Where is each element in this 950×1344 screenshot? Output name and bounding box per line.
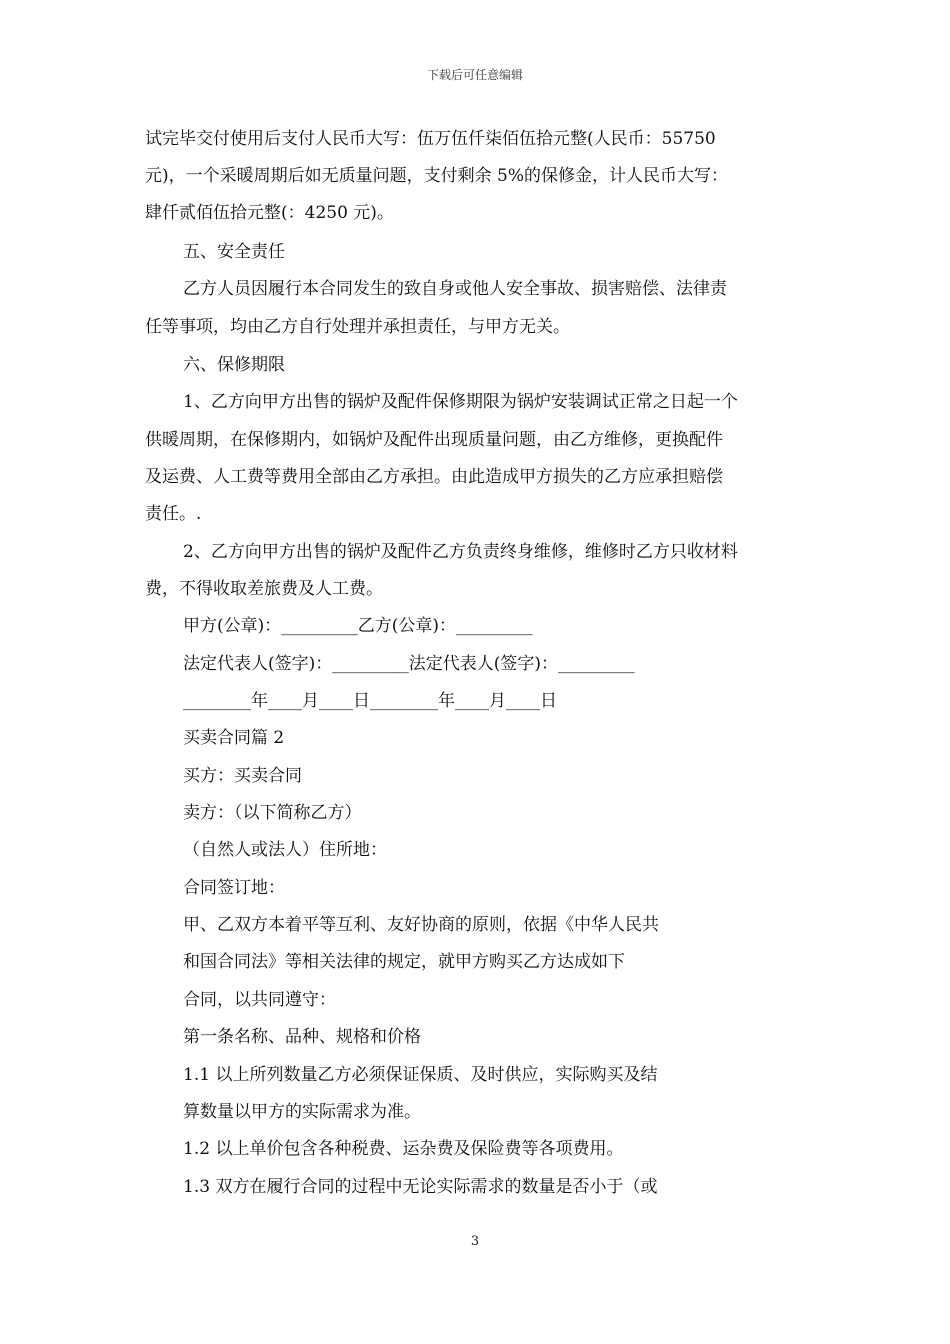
- body-line: 1.1 以上所列数量乙方必须保证保质、及时供应，实际购买及结: [183, 1065, 658, 1085]
- body-line: 1、乙方向甲方出售的锅炉及配件保修期限为锅炉安装调试正常之日起一个: [183, 392, 738, 412]
- body-line: 1.3 双方在履行合同的过程中无论实际需求的数量是否小于（或: [183, 1177, 658, 1197]
- section-heading: 买卖合同篇 2: [183, 728, 285, 748]
- body-line: 卖方：（以下简称乙方）: [183, 803, 362, 823]
- body-line: 甲、乙双方本着平等互利、友好协商的原则，依据《中华人民共: [183, 915, 659, 935]
- signature-line: 法定代表人(签字)：_________法定代表人(签字)：_________: [183, 654, 635, 674]
- section-heading: 五、安全责任: [183, 242, 285, 262]
- body-line: 买方：买卖合同: [183, 766, 302, 786]
- page-number: 3: [470, 1234, 480, 1249]
- body-line: 肆仟贰佰伍拾元整(：4250 元)。: [145, 203, 394, 223]
- body-line: 和国合同法》等相关法律的规定，就甲方购买乙方达成如下: [183, 952, 625, 972]
- body-line: 1.2 以上单价包含各种税费、运杂费及保险费等各项费用。: [183, 1139, 624, 1159]
- section-heading: 六、保修期限: [183, 355, 285, 375]
- body-line: 及运费、人工费等费用全部由乙方承担。由此造成甲方损失的乙方应承担赔偿: [145, 467, 723, 487]
- body-line: 2、乙方向甲方出售的锅炉及配件乙方负责终身维修，维修时乙方只收材料: [183, 542, 738, 562]
- body-line: 算数量以甲方的实际需求为准。: [183, 1102, 421, 1122]
- body-line: 合同，以共同遵守：: [183, 990, 336, 1010]
- body-line: 元)，一个采暖周期后如无质量问题，支付剩余 5%的保修金，计人民币大写：: [145, 166, 729, 186]
- body-line: 供暖周期，在保修期内，如锅炉及配件出现质量问题，由乙方维修，更换配件: [145, 430, 723, 450]
- date-line: ________年____月____日________年____月____日: [183, 691, 557, 711]
- page-header: 下载后可任意编辑: [426, 68, 523, 82]
- body-line: 乙方人员因履行本合同发生的致自身或他人安全事故、损害赔偿、法律责: [183, 279, 727, 299]
- body-line: 费，不得收取差旅费及人工费。: [145, 579, 383, 599]
- body-line: 试完毕交付使用后支付人民币大写：伍万伍仟柒佰伍拾元整(人民币：55750: [145, 129, 716, 149]
- body-line: 任等事项，均由乙方自行处理并承担责任，与甲方无关。: [145, 317, 570, 337]
- body-line: 合同签订地：: [183, 878, 285, 898]
- body-line: （自然人或法人）住所地：: [183, 840, 387, 860]
- body-line: 责任。.: [145, 504, 202, 524]
- section-heading: 第一条名称、品种、规格和价格: [183, 1027, 421, 1047]
- signature-line: 甲方(公章)：_________乙方(公章)：_________: [183, 616, 533, 636]
